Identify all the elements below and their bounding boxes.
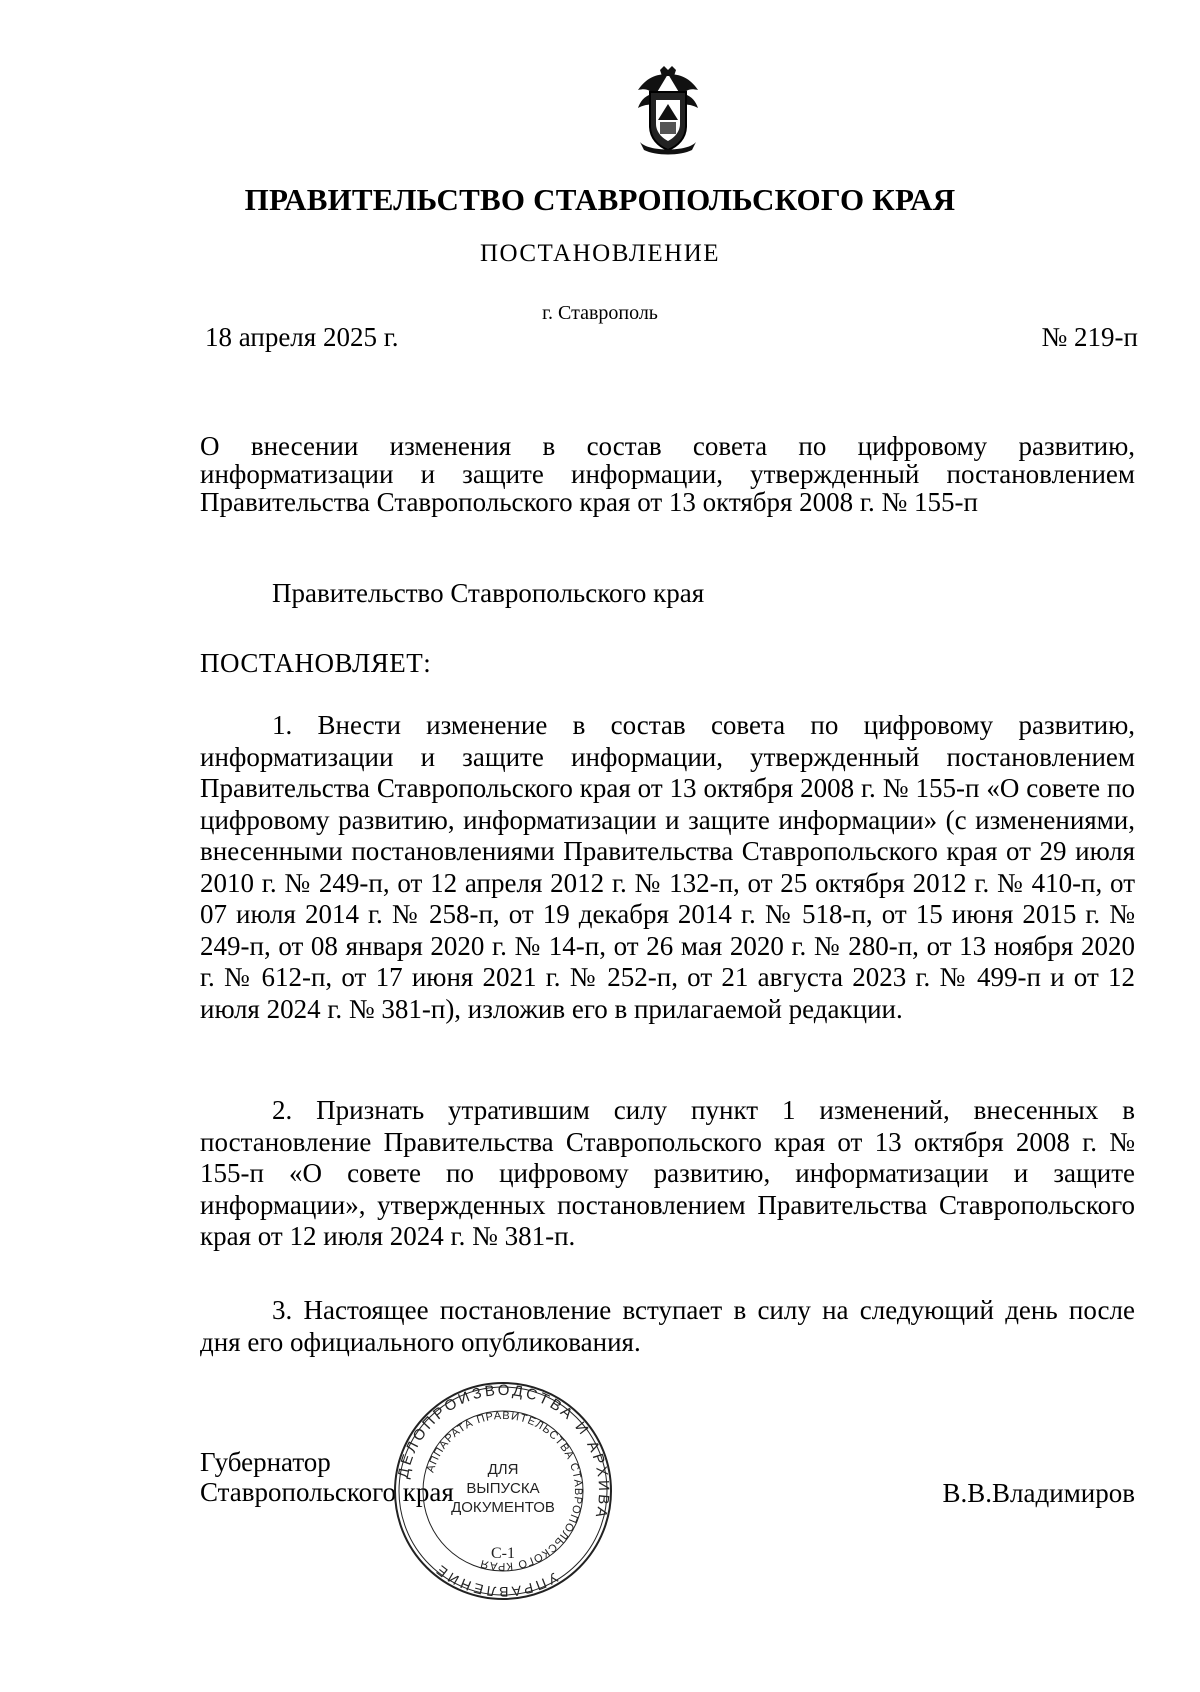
stamp-center-line-2: ВЫПУСКА (466, 1480, 540, 1497)
stamp-inner-text: АППАРАТА ПРАВИТЕЛЬСТВА СТАВРОПОЛЬСКОГО КРАЯ (424, 1409, 585, 1573)
coat-of-arms-icon (628, 64, 708, 156)
paragraph-3: 3. Настоящее постановление вступает в силу на следующий день после дня его официального опубликования. (200, 1295, 1135, 1357)
paragraph-1: 1. Внести изменение в состав совета по цифровому развитию, информатизации и защите информации, утвержденный постановлением Правительства Ставропольского края от 13 октября 2008 г. № 155-п «О совете по цифровому развитию, информатизации и защите информации» (с изменениями, внесенными постановлениями Правительства Ставропольского края от 29 июля 2010 г. № 249-п, от 12 апреля 2012 г. № 132-п, от 25 октября 2012 г. № 410-п, от 07 июля 2014 г. № 258-п, от 19 декабря 2014 г. № 518-п, от 15 июня 2015 г. № 249-п, от 08 января 2020 г. № 14-п, от 26 мая 2020 г. № 280-п, от 13 ноября 2020 г. № 612-п, от 17 июня 2021 г. № 252-п, от 21 августа 2023 г. № 499-п и от 12 июля 2024 г. № 381-п), изложив его в прилагаемой редакции. (200, 710, 1135, 1024)
city: г. Ставрополь (542, 302, 658, 324)
issuing-authority: Правительство Ставропольского края (272, 578, 705, 608)
stamp-code: С-1 (491, 1545, 515, 1562)
signatory-name: В.В.Владимиров (942, 1478, 1135, 1508)
document-date: 18 апреля 2025 г. (205, 322, 399, 352)
document-type: ПОСТАНОВЛЕНИЕ (479, 240, 721, 267)
decree-heading: ПОСТАНОВЛЯЕТ: (200, 648, 432, 678)
stamp-center-line-3: ДОКУМЕНТОВ (451, 1499, 555, 1516)
stamp-center-line-1: ДЛЯ (487, 1461, 519, 1478)
paragraph-2: 2. Признать утратившим силу пункт 1 изменений, внесенных в постановление Правительства Ставропольского края от 13 октября 2008 г. № 155-п «О совете по цифровому развитию, информатизации и защите информации», утвержденных постановлением Правительства Ставропольского края от 12 июля 2024 г. № 381-п. (200, 1095, 1135, 1251)
signatory-title-line-1: Губернатор (200, 1447, 331, 1477)
stamp-outer-text: ДЕЛОПРОИЗВОДСТВА И АРХИВА (394, 1381, 613, 1523)
official-stamp (392, 1380, 614, 1602)
document-subject: О внесении изменения в состав совета по цифровому развитию, информатизации и защите информации, утвержденный постановлением Правительства Ставропольского края от 13 октября 2008 г. № 155-п (200, 431, 1135, 517)
organization-title: ПРАВИТЕЛЬСТВО СТАВРОПОЛЬСКОГО КРАЯ (244, 182, 956, 217)
signatory-title-line-2: Ставропольского края (200, 1477, 454, 1507)
document-number: № 219-п (1041, 322, 1138, 352)
stamp-outer-text-left: УПРАВЛЕНИЕ (431, 1560, 561, 1601)
